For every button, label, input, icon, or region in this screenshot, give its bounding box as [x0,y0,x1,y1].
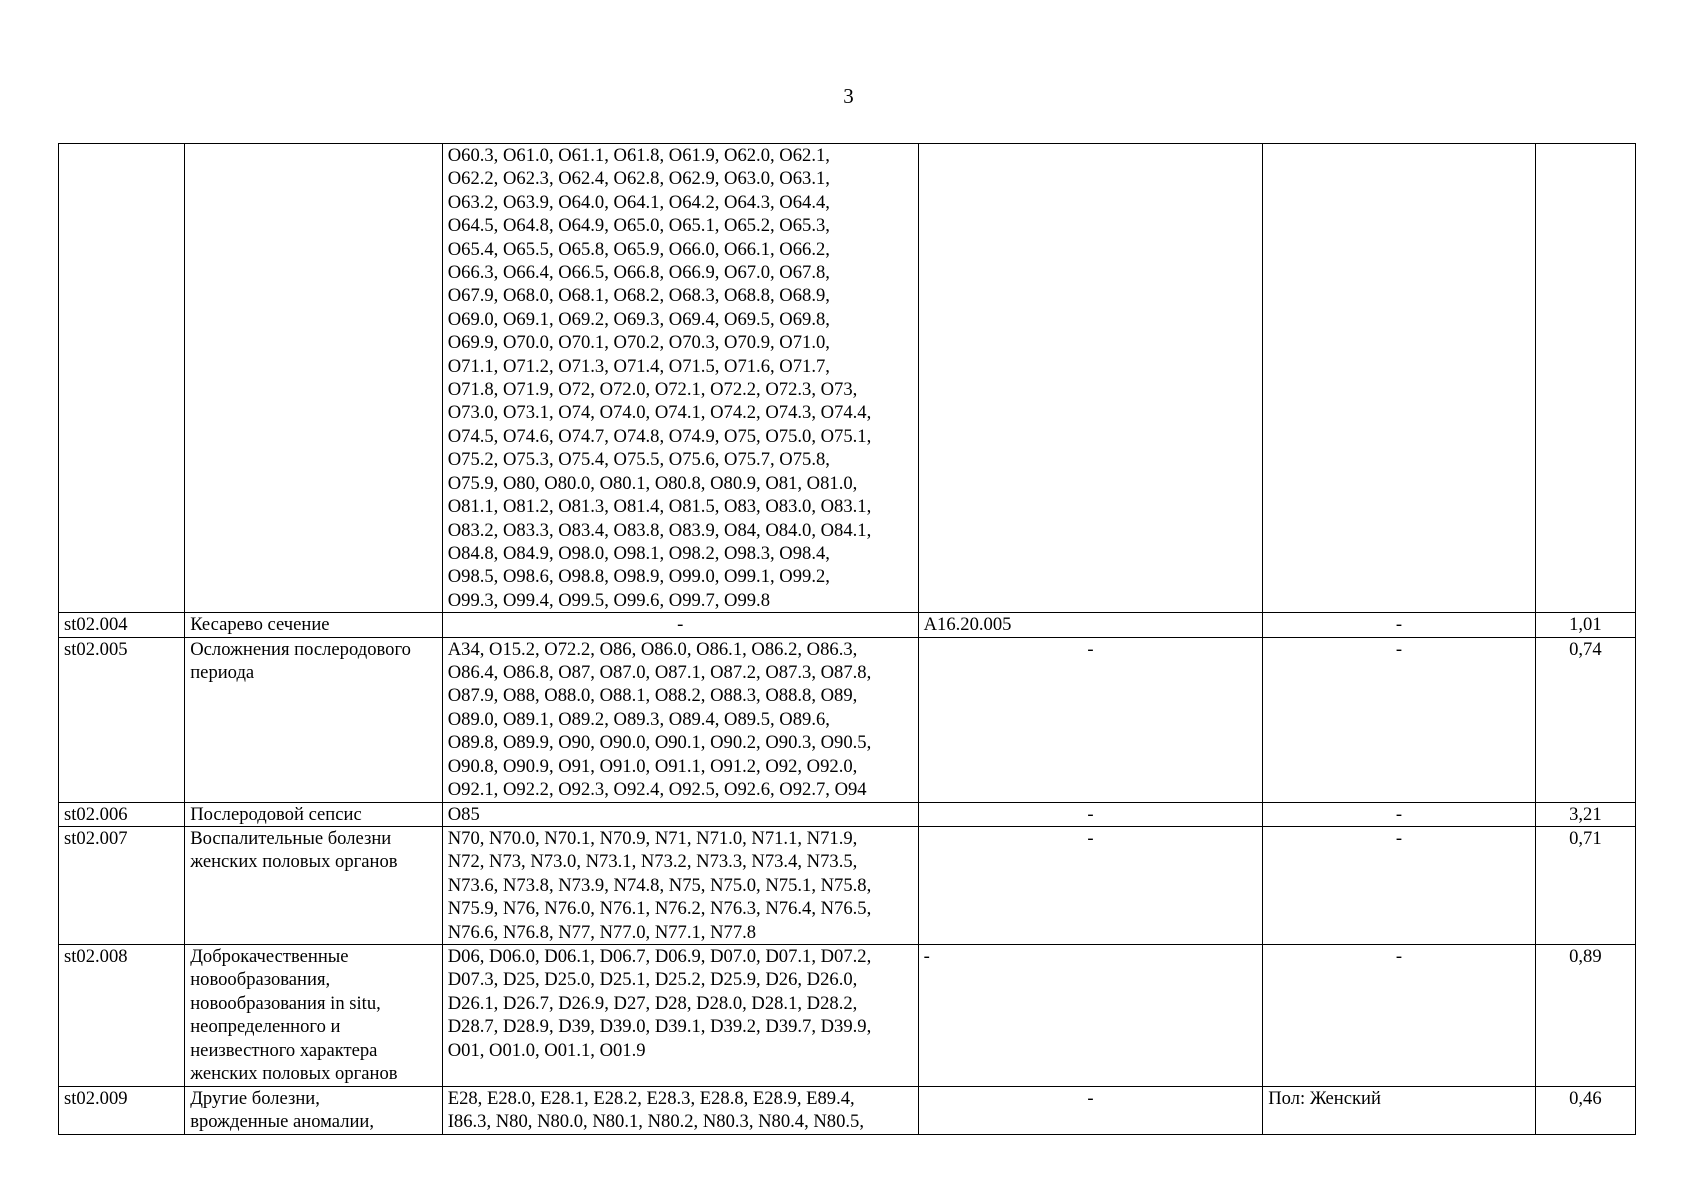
table-row [59,826,1636,944]
ksg-code-cell: st02.007 [59,826,185,944]
ksg-table [58,143,1636,1135]
table-row [59,944,1636,1086]
ksg-code-cell [59,144,185,613]
ksg-code-cell: st02.005 [59,637,185,802]
ksg-name-cell: Другие болезни, врожденные аномалии, [185,1086,442,1134]
diagnosis-codes-cell: N70, N70.0, N70.1, N70.9, N71, N71.0, N71.1, N71.9, N72, N73, N73.0, N73.1, N73.2, N73.3, N73.4, N73.5, N73.6, N73.8, N73.9, N74.8, N75, N75.0, N75.1, N75.8, N75.9, N76, N76.0, N76.1, N76.2, N76.3, N76.4, N76.5, N76.6, N76.8, N77, N77.0, N77.1, N77.8 [442,826,918,944]
page-number: 3 [843,84,854,108]
diagnosis-codes-cell: - [442,613,918,637]
service-codes-cell: A16.20.005 [918,613,1263,637]
service-codes-cell: - [918,637,1263,802]
table-row [59,802,1636,826]
diagnosis-codes-cell: O85 [442,802,918,826]
ksg-code-cell: st02.006 [59,802,185,826]
coefficient-cell: 0,89 [1535,944,1635,1086]
coefficient-cell [1535,144,1635,613]
diagnosis-codes-cell: O60.3, O61.0, O61.1, O61.8, O61.9, O62.0, O62.1, O62.2, O62.3, O62.4, O62.8, O62.9, O63.0, O63.1, O63.2, O63.9, O64.0, O64.1, O64.2, O64.3, O64.4, O64.5, O64.8, O64.9, O65.0, O65.1, O65.2, O65.3, O65.4, O65.5, O65.8, O65.9, O66.0, O66.1, O66.2, O66.3, O66.4, O66.5, O66.8, O66.9, O67.0, O67.8, O67.9, O68.0, O68.1, O68.2, O68.3, O68.8, O68.9, O69.0, O69.1, O69.2, O69.3, O69.4, O69.5, O69.8, O69.9, O70.0, O70.1, O70.2, O70.3, O70.9, O71.0, O71.1, O71.2, O71.3, O71.4, O71.5, O71.6, O71.7, O71.8, O71.9, O72, O72.0, O72.1, O72.2, O72.3, O73, O73.0, O73.1, O74, O74.0, O74.1, O74.2, O74.3, O74.4, O74.5, O74.6, O74.7, O74.8, O74.9, O75, O75.0, O75.1, O75.2, O75.3, O75.4, O75.5, O75.6, O75.7, O75.8, O75.9, O80, O80.0, O80.1, O80.8, O80.9, O81, O81.0, O81.1, O81.2, O81.3, O81.4, O81.5, O83, O83.0, O83.1, O83.2, O83.3, O83.4, O83.8, O83.9, O84, O84.0, O84.1, O84.8, O84.9, O98.0, O98.1, O98.2, O98.3, O98.4, O98.5, O98.6, O98.8, O98.9, O99.0, O99.1, O99.2, O99.3, O99.4, O99.5, O99.6, O99.7, O99.8 [442,144,918,613]
service-codes-cell: - [918,1086,1263,1134]
table-row [59,144,1636,613]
coefficient-cell: 0,46 [1535,1086,1635,1134]
service-codes-cell [918,144,1263,613]
coefficient-cell: 1,01 [1535,613,1635,637]
other-criteria-cell: - [1263,637,1536,802]
table-row [59,613,1636,637]
other-criteria-cell: Пол: Женский [1263,1086,1536,1134]
ksg-code-cell: st02.009 [59,1086,185,1134]
table-row [59,637,1636,802]
coefficient-cell: 0,71 [1535,826,1635,944]
ksg-name-cell: Осложнения послеродового периода [185,637,442,802]
ksg-name-cell: Послеродовой сепсис [185,802,442,826]
other-criteria-cell: - [1263,802,1536,826]
other-criteria-cell [1263,144,1536,613]
service-codes-cell: - [918,802,1263,826]
service-codes-cell: - [918,944,1263,1086]
diagnosis-codes-cell: A34, O15.2, O72.2, O86, O86.0, O86.1, O86.2, O86.3, O86.4, O86.8, O87, O87.0, O87.1, O87.2, O87.3, O87.8, O87.9, O88, O88.0, O88.1, O88.2, O88.3, O88.8, O89, O89.0, O89.1, O89.2, O89.3, O89.4, O89.5, O89.6, O89.8, O89.9, O90, O90.0, O90.1, O90.2, O90.3, O90.5, O90.8, O90.9, O91, O91.0, O91.1, O91.2, O92, O92.0, O92.1, O92.2, O92.3, O92.4, O92.5, O92.6, O92.7, O94 [442,637,918,802]
ksg-name-cell: Воспалительные болезни женских половых органов [185,826,442,944]
ksg-name-cell [185,144,442,613]
other-criteria-cell: - [1263,944,1536,1086]
table-row [59,1086,1636,1134]
service-codes-cell: - [918,826,1263,944]
diagnosis-codes-cell: E28, E28.0, E28.1, E28.2, E28.3, E28.8, E28.9, E89.4, I86.3, N80, N80.0, N80.1, N80.2, N80.3, N80.4, N80.5, [442,1086,918,1134]
other-criteria-cell: - [1263,826,1536,944]
diagnosis-codes-cell: D06, D06.0, D06.1, D06.7, D06.9, D07.0, D07.1, D07.2, D07.3, D25, D25.0, D25.1, D25.2, D25.9, D26, D26.0, D26.1, D26.7, D26.9, D27, D28, D28.0, D28.1, D28.2, D28.7, D28.9, D39, D39.0, D39.1, D39.2, D39.7, D39.9, O01, O01.0, O01.1, O01.9 [442,944,918,1086]
ksg-name-cell: Кесарево сечение [185,613,442,637]
ksg-code-cell: st02.004 [59,613,185,637]
coefficient-cell: 3,21 [1535,802,1635,826]
ksg-name-cell: Доброкачественные новообразования, новообразования in situ, неопределенного и неизвестного характера женских половых органов [185,944,442,1086]
ksg-code-cell: st02.008 [59,944,185,1086]
coefficient-cell: 0,74 [1535,637,1635,802]
other-criteria-cell: - [1263,613,1536,637]
